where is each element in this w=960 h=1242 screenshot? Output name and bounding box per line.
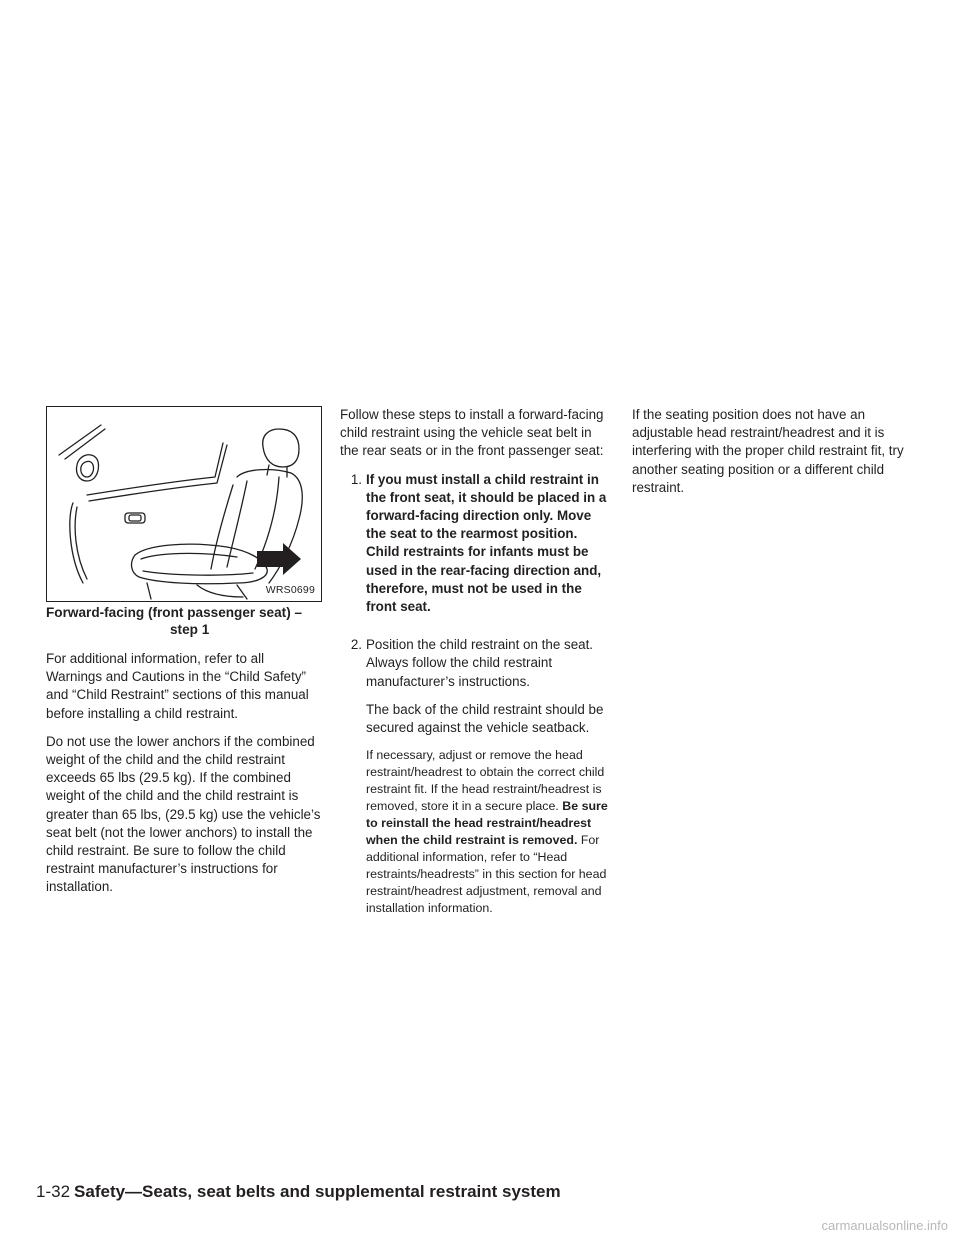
step-number: 1. xyxy=(350,471,362,487)
paragraph: If the seating position does not have an adjustable head restraint/headrest and it is interfering with the proper child restraint fit, try another seating position or a different child restraint. xyxy=(632,407,904,495)
caption-line-2: step 1 xyxy=(170,622,210,637)
step-text: If you must install a child restraint in the front seat, it should be placed in a forward-facing direction only. Move the seat to the rearmost position. Child restraints for infants must be used in the rear-facing direction and, therefore, must not be used in the front seat. xyxy=(366,471,607,615)
seat-drawing xyxy=(47,407,321,601)
step-paragraph: The back of the child restraint should be secured against the vehicle seatback. xyxy=(366,701,604,736)
figure-code: WRS0699 xyxy=(265,583,315,596)
figure-caption xyxy=(46,604,322,638)
step-paragraph xyxy=(366,747,612,917)
step-number: 2. xyxy=(350,637,362,653)
watermark: carmanualsonline.info xyxy=(821,1218,948,1233)
text-run: For additional information, refer to “Head restraints/headrests” in this section for head restraint/headrest adjustment, removal and installation information. xyxy=(366,833,607,916)
section-title: Safety—Seats, seat belts and supplemental restraint system xyxy=(74,1182,561,1201)
text-run: If necessary, adjust or remove the head restraint/headrest to obtain the correct child restraint fit. If the head restraint/headrest is removed, store it in a secure place. xyxy=(366,748,605,814)
paragraph: Follow these steps to install a forward-facing child restraint using the vehicle seat belt in the rear seats or in the front passenger seat: xyxy=(340,407,604,459)
page-footer xyxy=(36,1182,561,1202)
page-number: 1-32 xyxy=(36,1182,71,1201)
step-text: Position the child restraint on the seat. Always follow the child restraint manufacturer’s instructions. xyxy=(366,637,594,689)
paragraph: Do not use the lower anchors if the combined weight of the child and the child restraint exceeds 65 lbs (29.5 kg). If the combined weight of the child and the child restraint is greater than 65 lbs, (29.5 kg) use the vehicle’s seat belt (not the lower anchors) to install the child restraint. Be sure to follow the child restraint manufacturer’s instructions for installation. xyxy=(46,733,321,895)
column-2 xyxy=(340,406,612,937)
seat-illustration xyxy=(46,406,322,602)
step-2 xyxy=(340,636,612,927)
caption-line-1: Forward-facing (front passenger seat) – xyxy=(46,605,303,620)
column-1 xyxy=(46,406,322,907)
step-1 xyxy=(340,471,612,627)
text-run-bold: Be sure to reinstall the head restraint/headrest when the child restraint is removed. xyxy=(366,799,608,848)
paragraph: For additional information, refer to all Warnings and Cautions in the “Child Safety” and “Child Restraint” sections of this manual before installing a child restraint. xyxy=(46,651,309,721)
column-3 xyxy=(632,406,910,507)
